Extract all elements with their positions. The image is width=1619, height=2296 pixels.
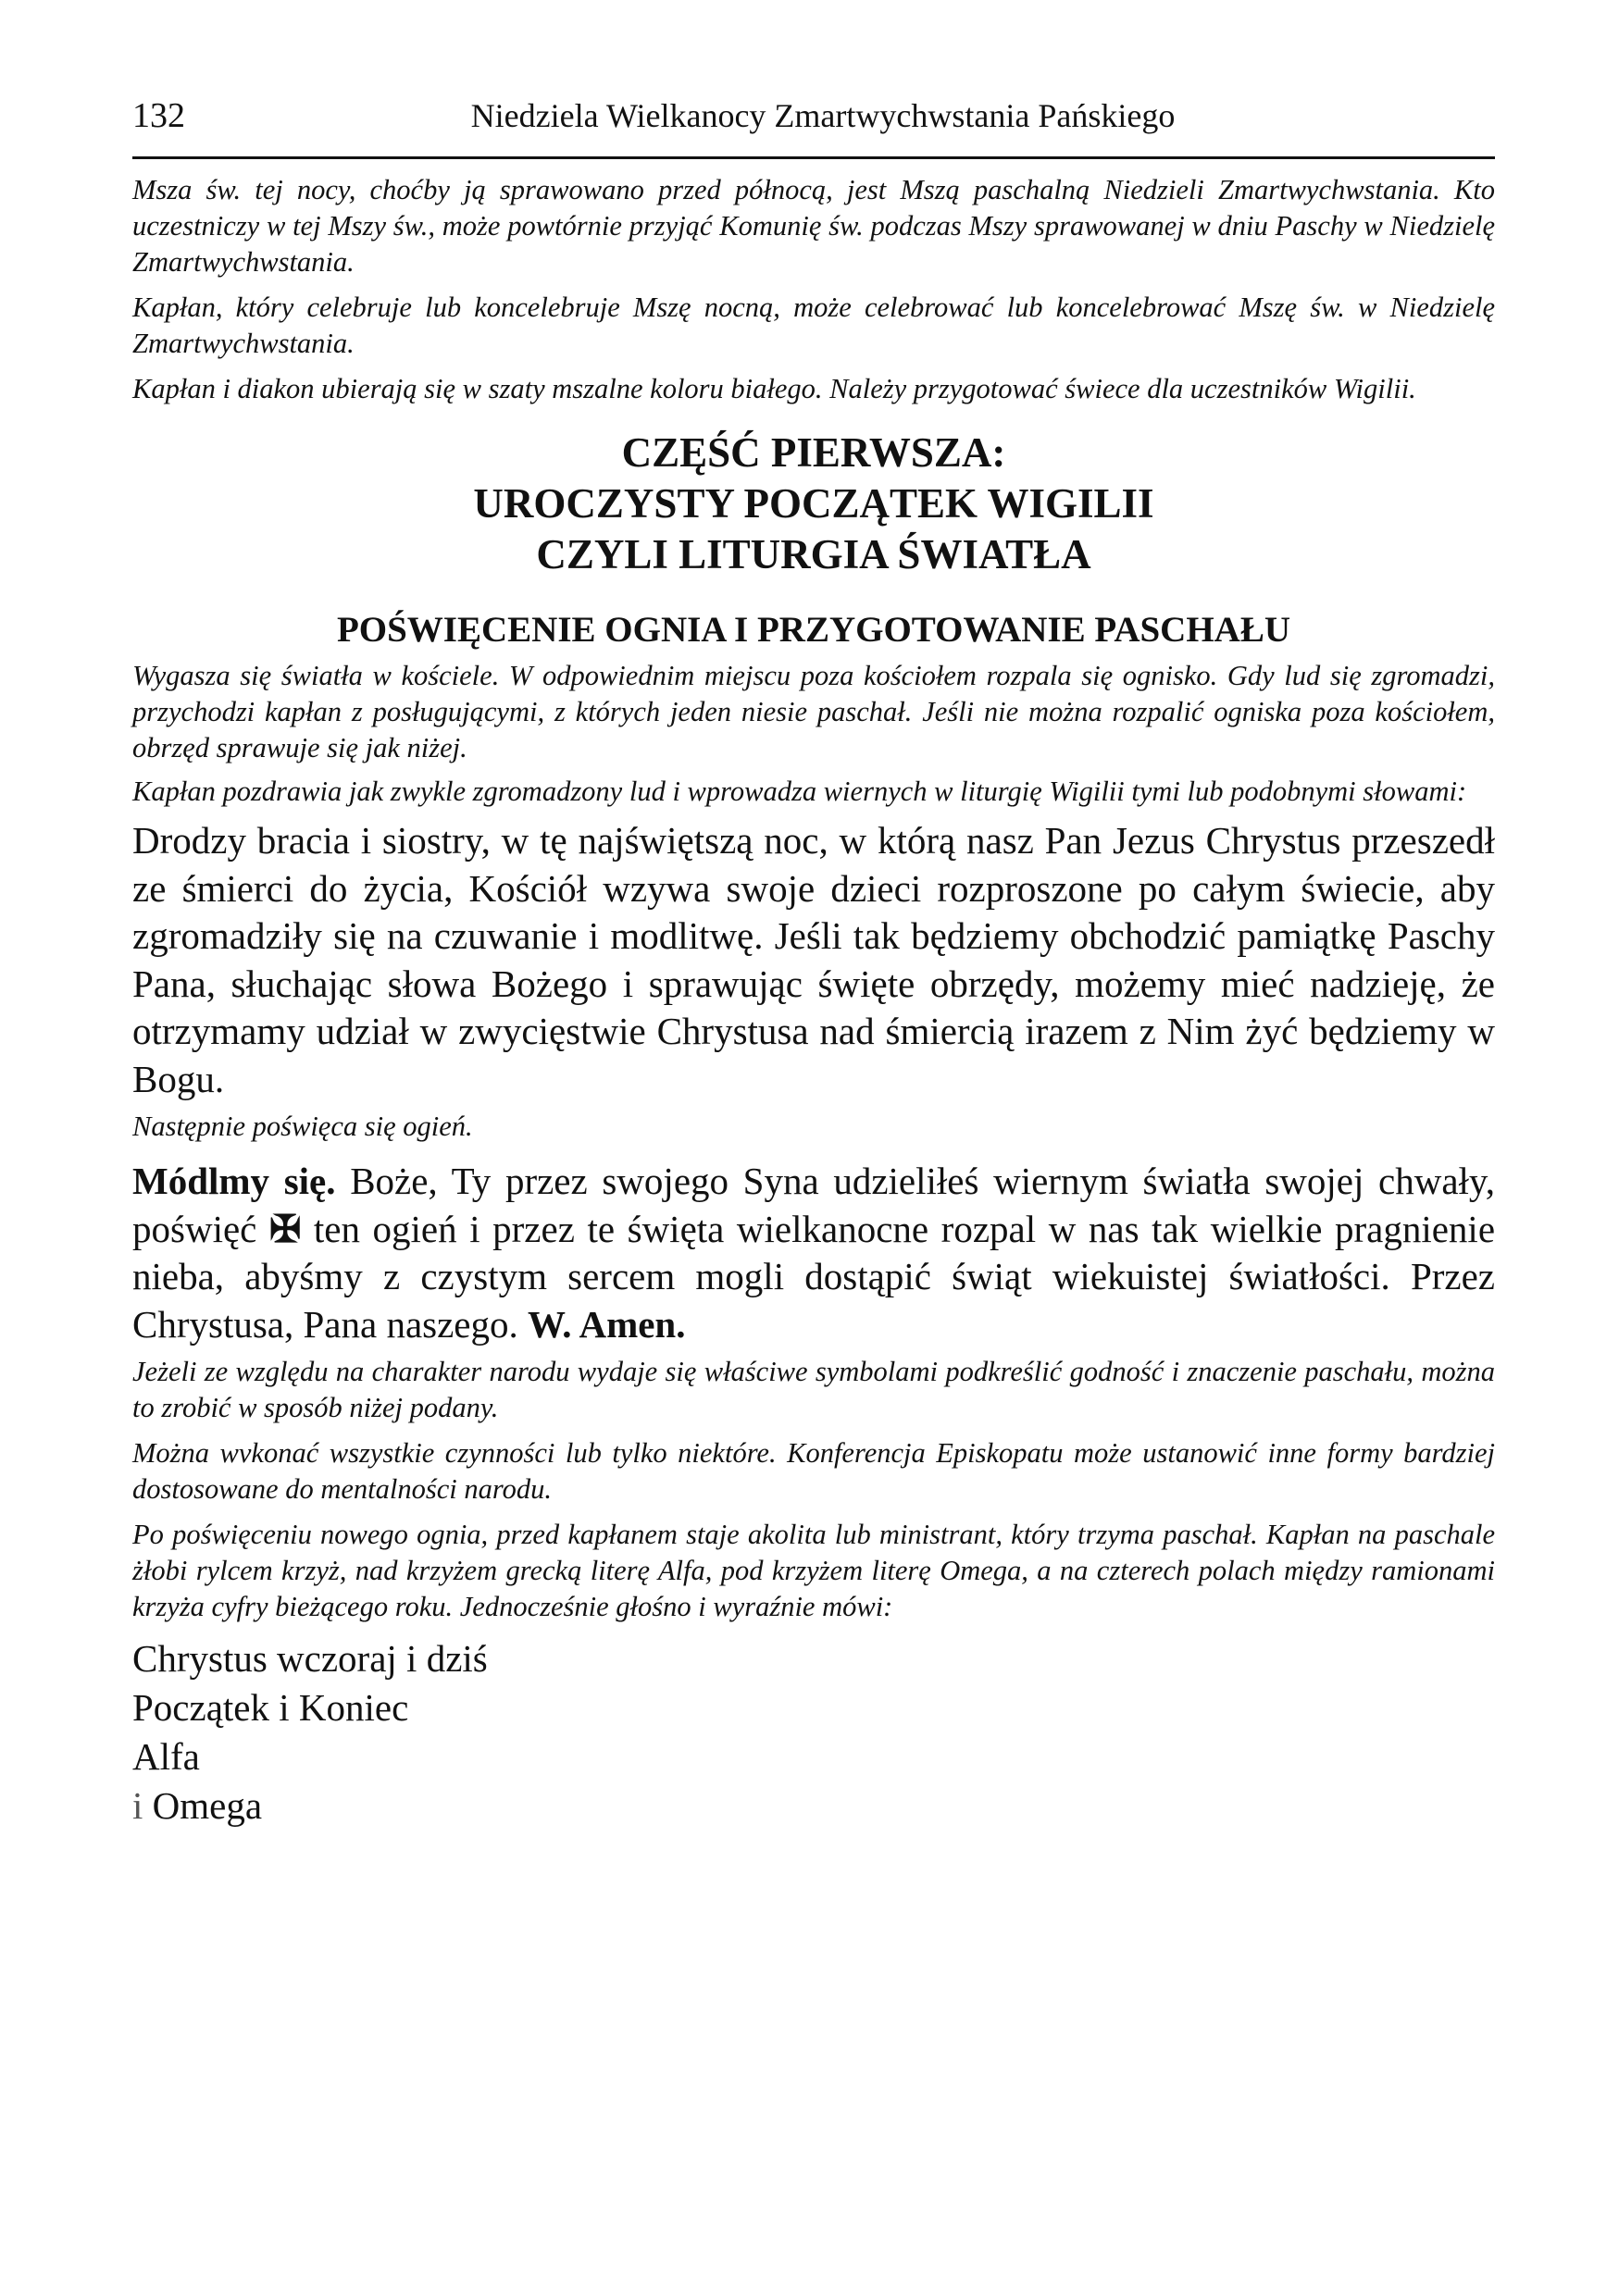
rubric-paragraph: Wygasza się światła w kościele. W odpowiednim miejscu poza kościołem rozpala się ognisko. Gdy lud się zgromadzi, przychodzi kapłan z posługującymi, z których jeden niesie paschał. Jeśli nie można rozpalić ogniska poza kościołem, obrzęd sprawuje się jak niżej.	[132, 660, 1495, 763]
section-heading: POŚWIĘCENIE OGNIA I PRZYGOTOWANIE PASCHAŁU	[336, 610, 1291, 650]
rubric-paragraph: Po poświęceniu nowego ognia, przed kapłanem staje akolita lub ministrant, który trzyma paschał. Kapłan na paschale żłobi rylcem krzyż, nad krzyżem grecką literę Alfa, pod krzyżem literę Omega, a na czterech polach między ramionami krzyża cyfry bieżącego roku. Jednocześnie głośno i wyraźnie mówi:	[132, 1519, 1495, 1622]
prayer-text: Boże, Ty przez swojego Syna udzieliłeś wiernym światła swojej chwały, poświęć	[132, 1160, 1496, 1250]
acclamation	[132, 1634, 1495, 1831]
acclamation-line	[132, 1781, 1495, 1831]
header-rule	[132, 156, 1495, 159]
rubric-paragraph: Kapłan, który celebruje lub koncelebruje Mszę nocną, może celebrować lub koncelebrować Mszę św. w Niedzielę Zmartwychwstania.	[132, 292, 1495, 359]
part-heading-line: CZĘŚĆ PIERWSZA:	[621, 429, 1006, 476]
part-heading-line: UROCZYSTY POCZĄTEK WIGILII	[473, 480, 1154, 527]
part-heading	[132, 428, 1495, 580]
part-heading-line: CZYLI LITURGIA ŚWIATŁA	[536, 531, 1091, 577]
rubric-paragraph: Msza św. tej nocy, choćby ją sprawowano przed północą, jest Mszą paschalną Niedzieli Zmartwychwstania. Kto uczestniczy w tej Mszy św., może powtórnie przyjąć Komunię św. podczas Mszy sprawowanej w dniu Paschy w Niedzielę Zmartwychwstania.	[132, 174, 1495, 278]
page-number: 132	[132, 96, 185, 135]
rubric-paragraph: Kapłan i diakon ubierają się w szaty mszalne koloru białego. Należy przygotować świece dla uczestników Wigilii.	[132, 373, 1416, 404]
page-header	[132, 93, 1495, 139]
acclamation-prefix: i	[132, 1784, 143, 1827]
rubric-paragraph: Następnie poświęca się ogień.	[132, 1111, 473, 1142]
cross-icon: ✠	[268, 1207, 302, 1250]
blessing-prayer	[132, 1158, 1495, 1348]
page-body	[132, 172, 1495, 1831]
running-title: Niedziela Wielkanocy Zmartwychwstania Pańskiego	[470, 97, 1176, 134]
prayer-text: ten ogień i przez te święta wielkanocne rozpal w nas tak wielkie pragnienie nieba, abyśmy z czystym sercem mogli dostąpić świąt wiekuistej światłości. Przez Chrystusa, Pana naszego.	[132, 1207, 1496, 1346]
rubric-paragraph: Kapłan pozdrawia jak zwykle zgromadzony lud i wprowadza wiernych w liturgię Wigilii tymi lub podobnymi słowami:	[132, 776, 1467, 807]
prayer-response: W. Amen.	[528, 1302, 686, 1346]
rubric-paragraph: Jeżeli ze względu na charakter narodu wydaje się właściwe symbolami podkreślić godność i znaczenie paschału, można to zrobić w sposób niżej podany.	[132, 1356, 1495, 1423]
celebrant-address: Drodzy bracia i siostry, w tę najświętszą noc, w którą nasz Pan Jezus Chrystus przeszedł ze śmierci do życia, Kościół wzywa swoje dzieci rozproszone po całym świecie, aby zgromadziły się na czuwanie i modlitwę. Jeśli tak będziemy obchodzić pamiątkę Paschy Pana, słuchając słowa Bożego i sprawując święte obrzędy, możemy mieć nadzieję, że otrzymamy udział w zwycięstwie Chrystusa nad śmiercią irazem z Nim żyć będziemy w Bogu.	[132, 819, 1495, 1100]
prayer-invitation: Módlmy się.	[132, 1160, 336, 1202]
rubric-paragraph: Można wvkonać wszystkie czynności lub tylko niektóre. Konferencja Episkopatu może ustanowić inne formy bardziej dostosowane do mentalności narodu.	[132, 1437, 1495, 1505]
acclamation-rest: Omega	[143, 1784, 263, 1827]
acclamation-line: Alfa	[132, 1735, 200, 1778]
acclamation-line: Początek i Koniec	[132, 1686, 409, 1729]
acclamation-line: Chrystus wczoraj i dziś	[132, 1637, 488, 1680]
